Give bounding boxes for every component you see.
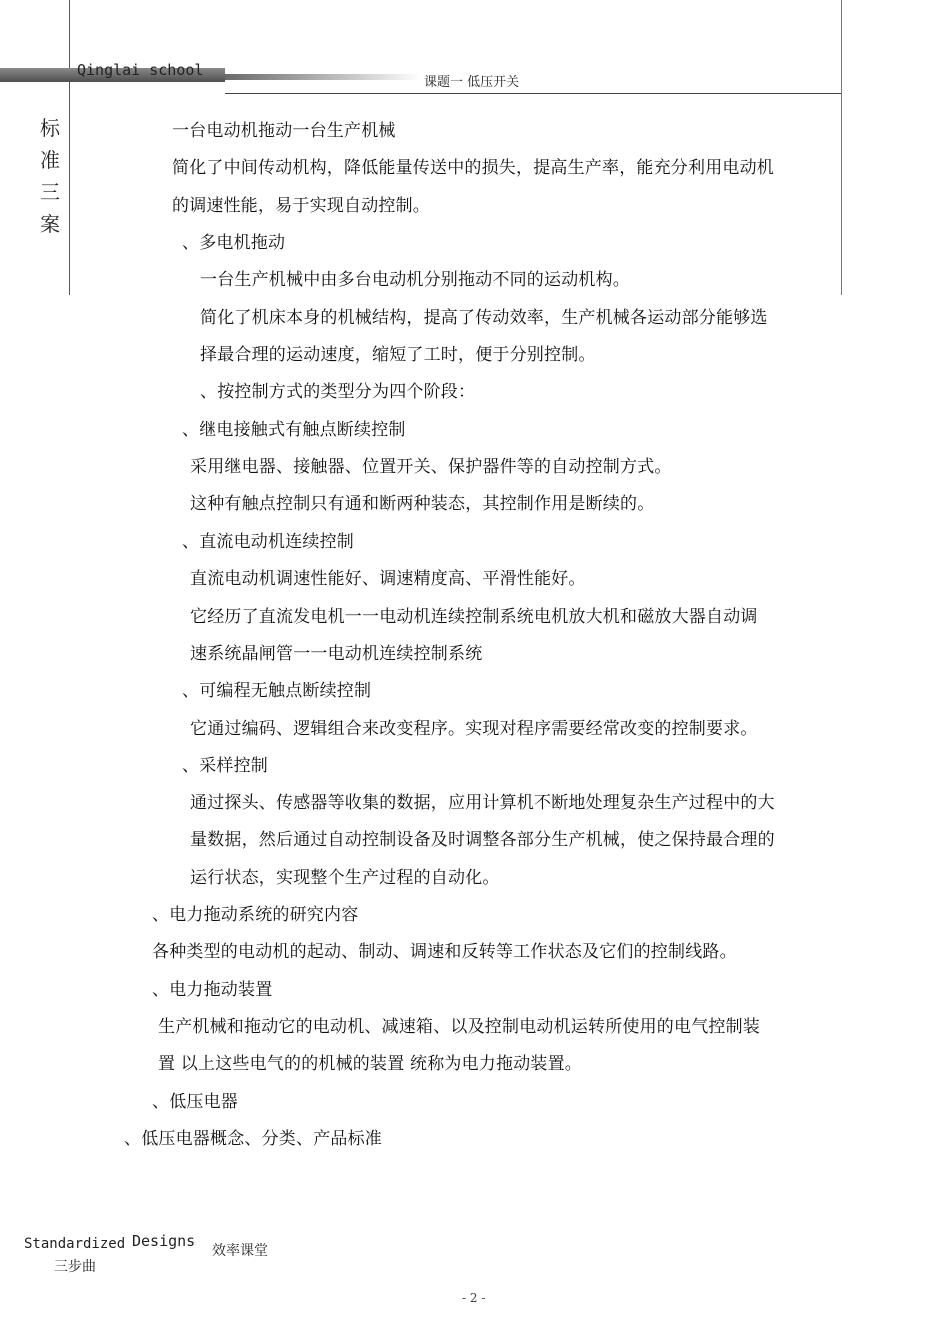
course-title: 课题一 低压开关	[424, 75, 520, 90]
footer-designs: Designs	[132, 1232, 196, 1250]
body-line: 通过探头、传感器等收集的数据，应用计算机不断地处理复杂生产过程中的大	[190, 793, 775, 813]
body-line: 一台生产机械中由多台电动机分别拖动不同的运动机构。	[200, 270, 630, 290]
page-number: - 2 -	[462, 1291, 486, 1305]
body-line: 量数据，然后通过自动控制设备及时调整各部分生产机械，使之保持最合理的	[190, 830, 775, 850]
body-line: 它经历了直流发电机一一电动机连续控制系统电机放大机和磁放大器自动调	[190, 607, 758, 627]
side-title-char: 标	[40, 116, 60, 140]
header-rule	[225, 93, 841, 94]
section-heading: 、多电机拖动	[182, 233, 286, 253]
body-line: 一台电动机拖动一台生产机械	[172, 121, 396, 141]
footer-efficiency: 效率课堂	[212, 1243, 268, 1259]
section-heading: 、继电接触式有触点断续控制	[182, 420, 406, 440]
body-line: 生产机械和拖动它的电动机、减速箱、以及控制电动机运转所使用的电气控制装	[158, 1017, 760, 1037]
section-heading: 、采样控制	[182, 756, 268, 776]
footer-three-steps: 三步曲	[54, 1259, 96, 1275]
body-line: 置 以上这些电气的的机械的装置 统称为电力拖动装置。	[158, 1054, 583, 1074]
section-heading: 、按控制方式的类型分为四个阶段：	[200, 382, 476, 402]
section-heading: 、直流电动机连续控制	[182, 532, 354, 552]
section-heading: 、低压电器	[152, 1092, 238, 1112]
school-name: Qinglai school	[77, 61, 204, 79]
header-band-fade	[225, 74, 420, 80]
body-line: 各种类型的电动机的起动、制动、调速和反转等工作状态及它们的控制线路。	[152, 942, 737, 962]
left-margin-rule	[69, 0, 70, 295]
footer-standardized: Standardized	[24, 1236, 126, 1252]
body-line: 简化了机床本身的机械结构，提高了传动效率，生产机械各运动部分能够选	[200, 308, 768, 328]
section-heading: 、电力拖动系统的研究内容	[152, 905, 359, 925]
body-line: 的调速性能，易于实现自动控制。	[172, 196, 430, 216]
body-line: 它通过编码、逻辑组合来改变程序。实现对程序需要经常改变的控制要求。	[190, 719, 758, 739]
side-title-char: 三	[40, 180, 60, 204]
body-line: 速系统晶闸管一一电动机连续控制系统	[190, 644, 483, 664]
body-line: 这种有触点控制只有通和断两种装态，其控制作用是断续的。	[190, 494, 655, 514]
body-line: 直流电动机调速性能好、调速精度高、平滑性能好。	[190, 569, 586, 589]
right-margin-rule	[841, 0, 842, 295]
header-band	[0, 64, 420, 90]
section-heading: 、低压电器概念、分类、产品标准	[124, 1129, 382, 1149]
section-heading: 、可编程无触点断续控制	[182, 681, 372, 701]
body-line: 运行状态，实现整个生产过程的自动化。	[190, 868, 500, 888]
body-line: 简化了中间传动机构，降低能量传送中的损失，提高生产率，能充分利用电动机	[172, 158, 774, 178]
side-title-char: 准	[40, 148, 60, 172]
section-heading: 、电力拖动装置	[152, 980, 273, 1000]
body-line: 采用继电器、接触器、位置开关、保护器件等的自动控制方式。	[190, 457, 672, 477]
body-line: 择最合理的运动速度，缩短了工时，便于分别控制。	[200, 345, 596, 365]
side-title-char: 案	[40, 212, 60, 236]
